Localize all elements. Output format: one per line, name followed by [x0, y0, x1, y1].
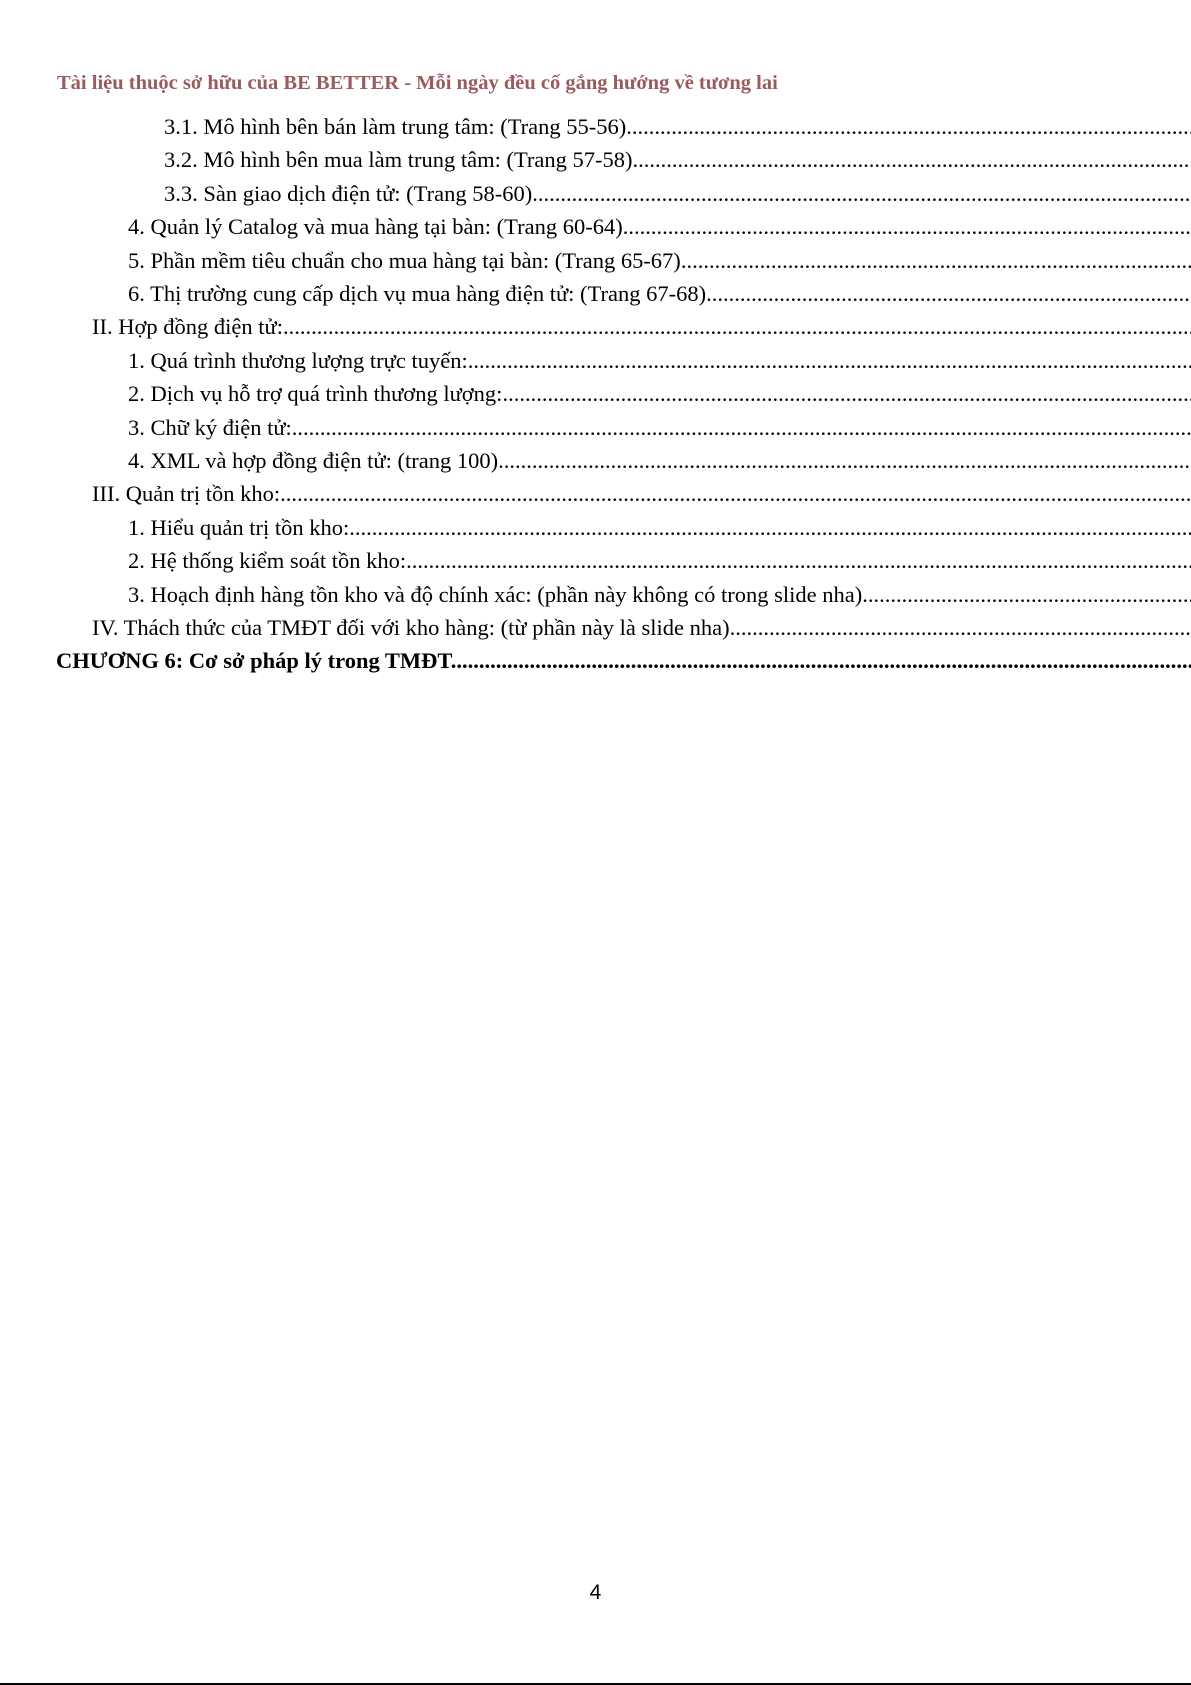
- toc-entry: [0, 346, 1191, 376]
- toc-entry-text: 4. XML và hợp đồng điện tử: (trang 100) .....: [128, 448, 1191, 473]
- toc-entry-text: III. Quản trị tồn kho: .....: [92, 481, 1191, 506]
- toc-entry-text: 3.3. Sàn giao dịch điện tử: (Trang 58-60) .....: [164, 181, 1191, 206]
- page-number: 4: [589, 1581, 602, 1604]
- toc-entry-text: 2. Dịch vụ hỗ trợ quá trình thương lượng: .....: [128, 381, 1191, 406]
- toc-entry-text: CHƯƠNG 6: Cơ sở pháp lý trong TMĐT .....: [56, 648, 1191, 673]
- toc-entry-text: 1. Quá trình thương lượng trực tuyến: .....: [128, 348, 1191, 373]
- toc-entry: [0, 546, 1191, 576]
- toc-entry: [0, 145, 1191, 175]
- toc-entry-text: 1. Hiểu quản trị tồn kho: .....: [128, 515, 1191, 540]
- toc-entry: [0, 646, 1191, 676]
- toc-entry-text: 3. Hoạch định hàng tồn kho và độ chính xác: (phần này không có trong slide nha) .....: [128, 582, 1191, 607]
- toc-entry-text: 6. Thị trường cung cấp dịch vụ mua hàng điện tử: (Trang 67-68) .....: [128, 281, 1191, 306]
- toc-entry: [0, 279, 1191, 309]
- toc-entry: [0, 413, 1191, 443]
- toc-entry-text: II. Hợp đồng điện tử: .....: [92, 314, 1191, 339]
- toc-entry-text: 2. Hệ thống kiểm soát tồn kho: .....: [128, 548, 1191, 573]
- toc-entry: [0, 479, 1191, 509]
- toc-entry: [0, 312, 1191, 342]
- toc-entry: [0, 446, 1191, 476]
- toc-entry: [0, 112, 1191, 142]
- toc-entry-text: 4. Quản lý Catalog và mua hàng tại bàn: (Trang 60-64) .....: [128, 214, 1191, 239]
- toc-entry-text: 3.1. Mô hình bên bán làm trung tâm: (Trang 55-56) .....: [164, 114, 1191, 139]
- toc-entry: [0, 246, 1191, 276]
- toc-entry-text: 5. Phần mềm tiêu chuẩn cho mua hàng tại bàn: (Trang 65-67) .....: [128, 248, 1191, 273]
- toc-entry: [0, 212, 1191, 242]
- toc-entry: [0, 513, 1191, 543]
- document-header: Tài liệu thuộc sở hữu của BE BETTER - Mỗi ngày đều cố gắng hướng về tương lai: [57, 72, 778, 94]
- toc-entry: [0, 613, 1191, 643]
- toc-entry: [0, 179, 1191, 209]
- toc-entry-text: 3. Chữ ký điện tử: .....: [128, 415, 1191, 440]
- toc-entry-text: 3.2. Mô hình bên mua làm trung tâm: (Trang 57-58) .....: [164, 147, 1191, 172]
- toc-entry: [0, 379, 1191, 409]
- toc-entry: [0, 580, 1191, 610]
- toc-entry-text: IV. Thách thức của TMĐT đối với kho hàng: (từ phần này là slide nha) .....: [92, 615, 1191, 640]
